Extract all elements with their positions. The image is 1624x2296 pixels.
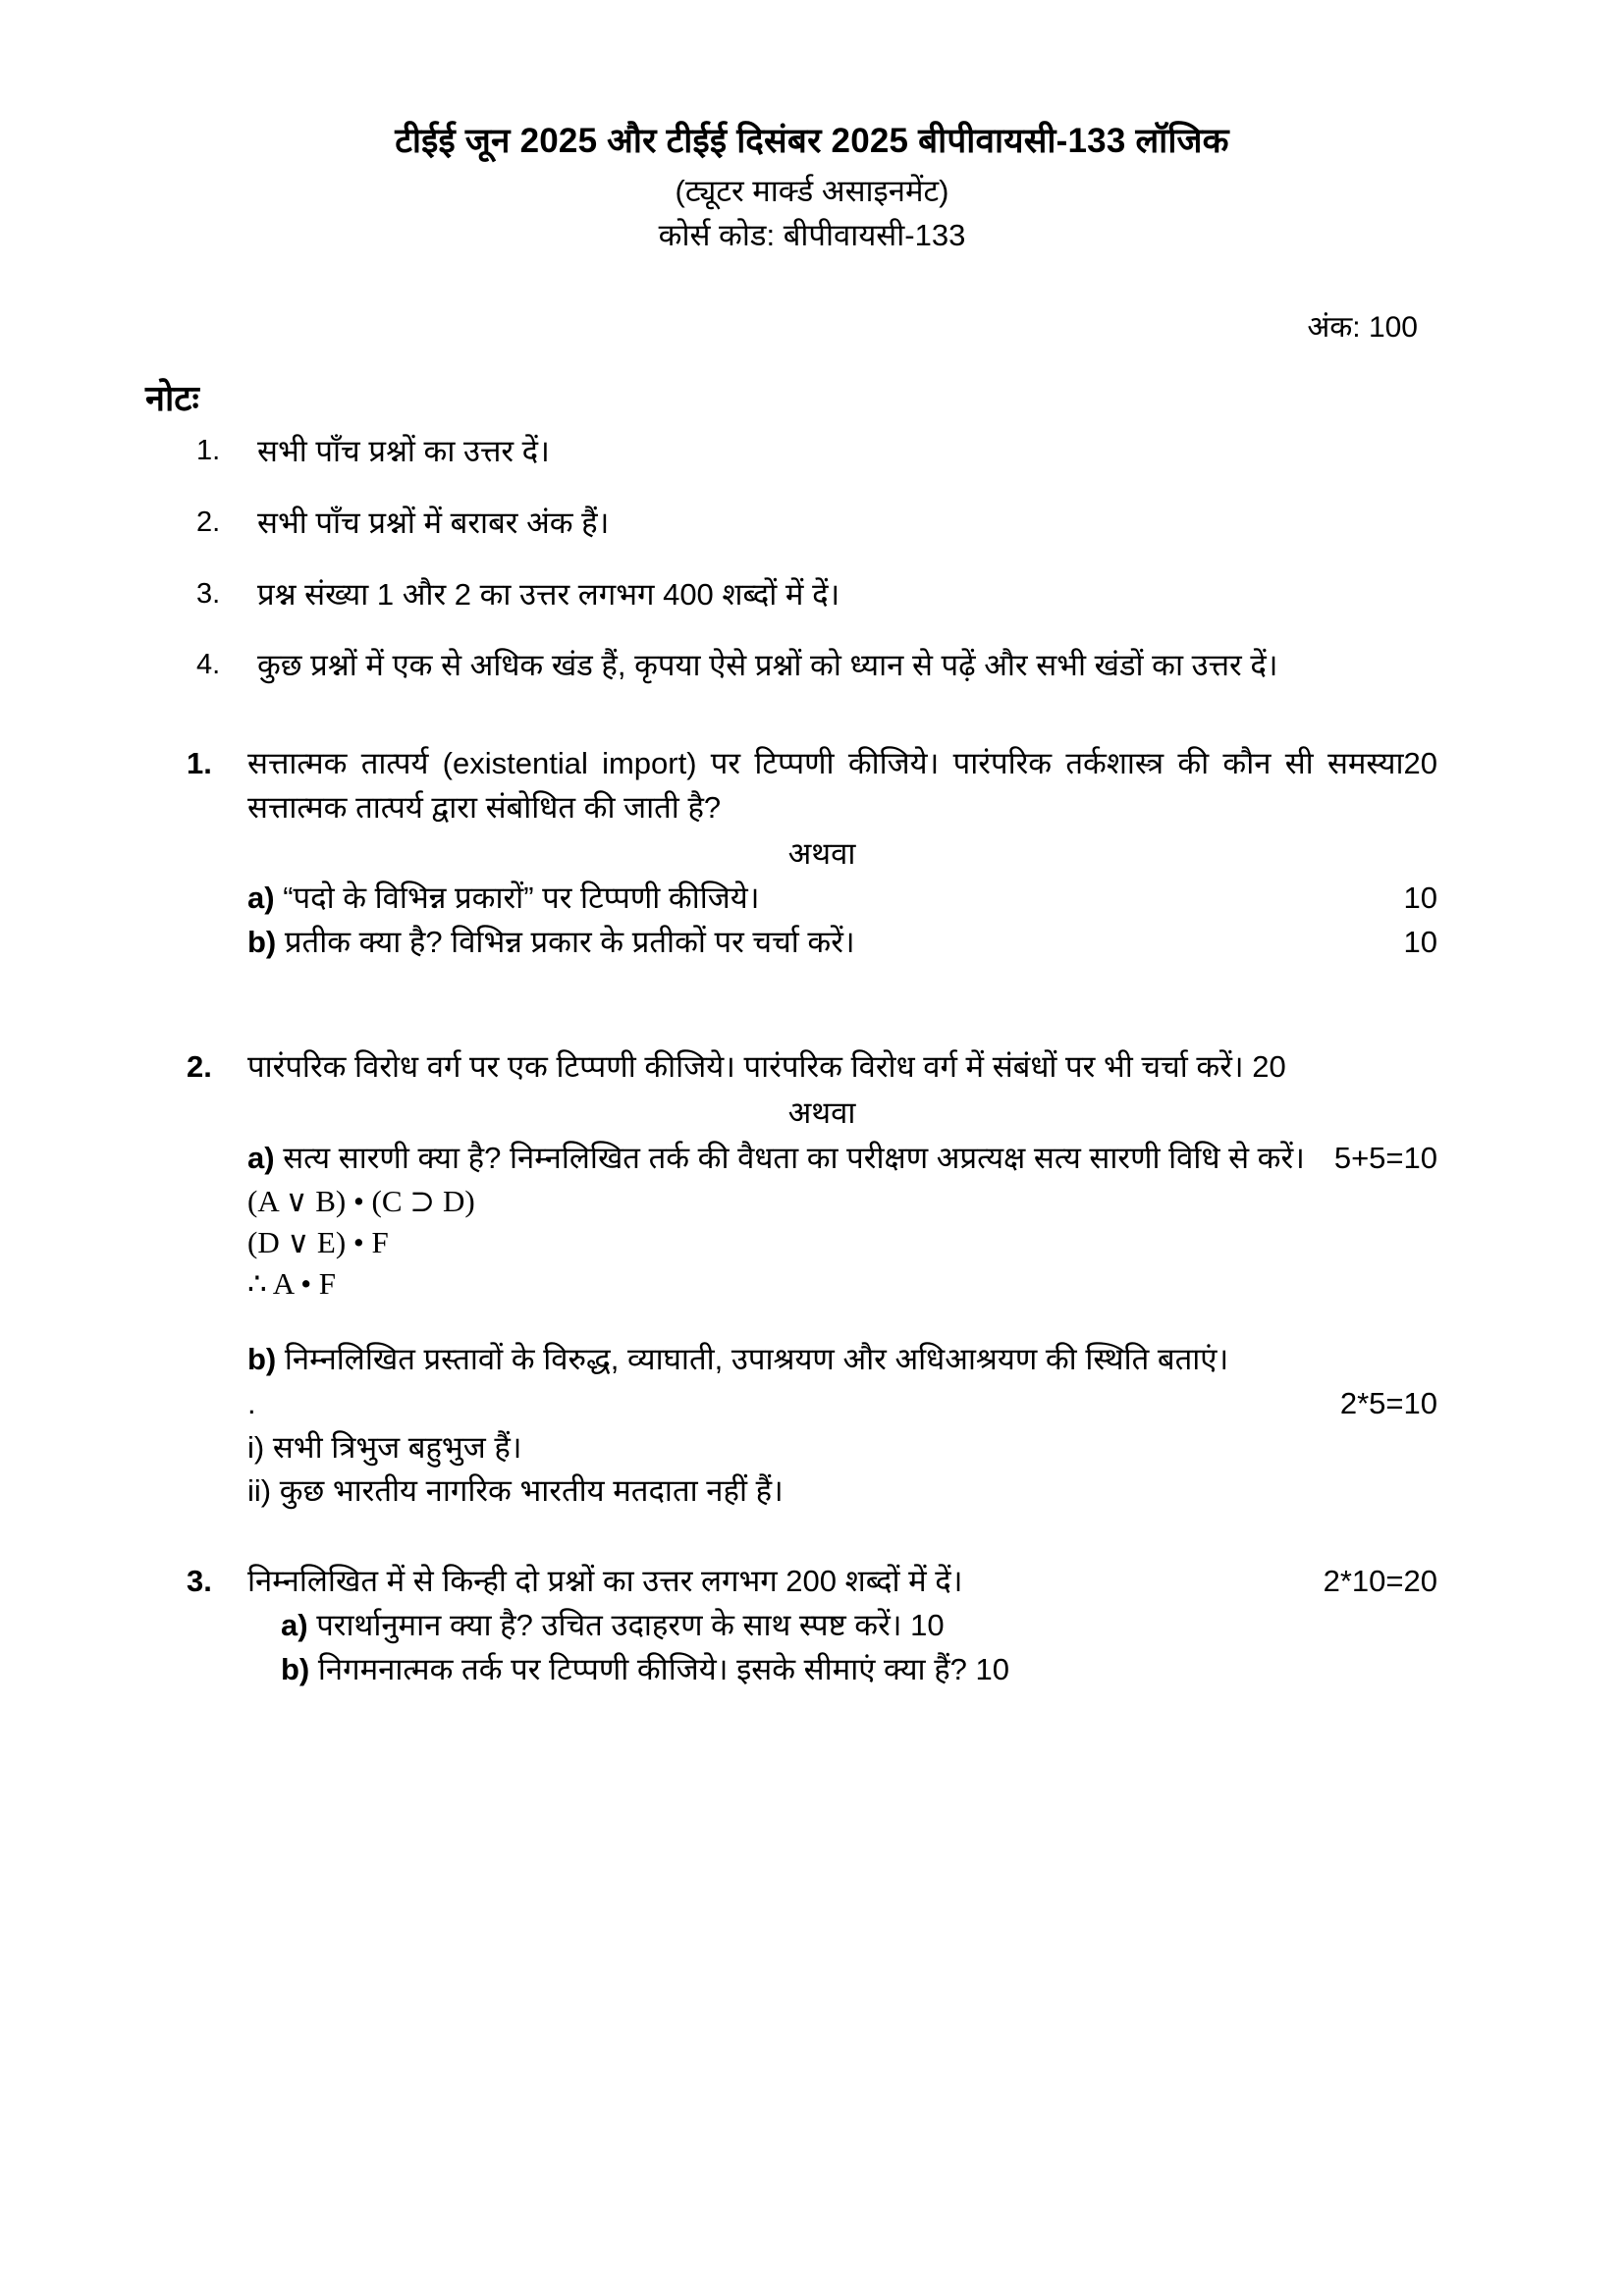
question-3-marks: 2*10=20 bbox=[1323, 1563, 1437, 1598]
question-1-number: 1. bbox=[187, 746, 212, 781]
question-2-text: पारंपरिक विरोध वर्ग पर एक टिप्पणी कीजिये। पारंपरिक विरोध वर्ग में संबंधों पर भी चर्चा करें। 20 bbox=[247, 1049, 1286, 1085]
list-item bbox=[187, 503, 1437, 545]
section-spacer bbox=[187, 1542, 1437, 1560]
question-1-or-label: अथवा bbox=[787, 836, 856, 872]
question-1-part-b-marks: 10 bbox=[1403, 925, 1437, 960]
question-2-part-b-label: b) bbox=[247, 1342, 277, 1377]
logic-formula-line-3: ∴ A • F bbox=[247, 1265, 337, 1301]
question-3-part-a bbox=[187, 1604, 1437, 1648]
question-3-text: 2*10=20 निम्नलिखित में से किन्ही दो प्रश्नों का उत्तर लगभग 200 शब्दों में दें। bbox=[247, 1560, 1437, 1604]
question-1-part-a-marks: 10 bbox=[1403, 881, 1437, 916]
list-item bbox=[187, 431, 1437, 473]
course-code-line: कोर्स कोड: बीपीवायसी-133 bbox=[658, 218, 966, 253]
list-item-label: प्रश्न संख्या 1 और 2 का उत्तर लगभग 400 शब्दों में दें। bbox=[257, 576, 840, 612]
question-3-body bbox=[187, 1560, 1437, 1604]
list-item-marker: 1. bbox=[196, 435, 221, 467]
question-2-part-a bbox=[187, 1137, 1437, 1181]
question-2-part-b bbox=[187, 1338, 1437, 1382]
list-item-marker: 4. bbox=[196, 649, 221, 681]
question-1 bbox=[187, 742, 1437, 965]
question-1-part-a-text: “पदो के विभिन्न प्रकारों” पर टिप्पणी कीजिये। bbox=[283, 881, 760, 916]
list-item-marker: 2. bbox=[196, 506, 221, 538]
question-2-part-a-label: a) bbox=[247, 1140, 275, 1175]
question-1-part-a-label: a) bbox=[247, 881, 275, 916]
question-3-part-b-label: b) bbox=[281, 1651, 310, 1686]
question-1-marks: 20 bbox=[1403, 746, 1437, 781]
question-2-part-b-item-ii: ii) कुछ भारतीय नागरिक भारतीय मतदाता नहीं हैं। bbox=[247, 1472, 784, 1508]
question-2-part-b-item-i: i) सभी त्रिभुज बहुभुज हैं। bbox=[247, 1429, 522, 1465]
questions-section bbox=[187, 742, 1437, 1692]
question-3-part-b-text: निगमनात्मक तर्क पर टिप्पणी कीजिये। इसके सीमाएं क्या हैं? 10 bbox=[317, 1651, 1009, 1686]
formula-spacer bbox=[187, 1305, 1437, 1338]
question-2-marks: 20 bbox=[1252, 1049, 1286, 1085]
logic-formula-line-2: (D ∨ E) • F bbox=[247, 1224, 389, 1259]
question-1-text: 20 सत्तात्मक तात्पर्य (existential import) पर टिप्पणी कीजिये। पारंपरिक तर्कशास्त्र की कौन सी समस्या सत्तात्मक तात्पर्य द्वारा संबोधित की जाती है? bbox=[247, 742, 1437, 830]
list-item-label: सभी पाँच प्रश्नों में बराबर अंक हैं। bbox=[257, 505, 610, 540]
question-2-part-b-marks-row bbox=[187, 1382, 1437, 1426]
question-1-part-b-label: b) bbox=[247, 925, 277, 960]
question-3-number: 3. bbox=[187, 1563, 212, 1598]
list-item bbox=[187, 645, 1437, 687]
question-3-part-a-text: परार्थानुमान क्या है? उचित उदाहरण के साथ स्पष्ट करें। 10 bbox=[316, 1607, 945, 1642]
question-2-part-b-text: निम्नलिखित प्रस्तावों के विरुद्ध, व्याघाती, उपाश्रयण और अधिआश्रयण की स्थिति बताएं। bbox=[284, 1342, 1229, 1377]
question-2-part-b-marks: 2*5=10 bbox=[1339, 1386, 1437, 1420]
question-3 bbox=[187, 1560, 1437, 1692]
stray-dot: . bbox=[247, 1386, 256, 1420]
section-spacer bbox=[187, 994, 1437, 1045]
page-title: टीईई जून 2025 और टीईई दिसंबर 2025 बीपीवायसी-133 लॉजिक bbox=[395, 122, 1229, 160]
list-item-label: कुछ प्रश्नों में एक से अधिक खंड हैं, कृपया ऐसे प्रश्नों को ध्यान से पढ़ें और सभी खंडों का उत्तर दें। bbox=[257, 648, 1278, 683]
question-3-part-b bbox=[187, 1648, 1437, 1692]
question-3-part-a-label: a) bbox=[281, 1607, 308, 1642]
question-1-part-b-text: प्रतीक क्या है? विभिन्न प्रकार के प्रतीकों पर चर्चा करें। bbox=[284, 925, 855, 960]
assignment-type-subtitle: (ट्यूटर मार्क्ड असाइनमेंट) bbox=[675, 174, 949, 209]
question-1-part-b bbox=[187, 921, 1437, 965]
question-2-or-label: अथवा bbox=[787, 1095, 856, 1131]
list-item bbox=[187, 574, 1437, 616]
list-item-label: सभी पाँच प्रश्नों का उत्तर दें। bbox=[257, 434, 550, 469]
question-2 bbox=[187, 1045, 1437, 1513]
question-1-part-a bbox=[187, 877, 1437, 921]
list-item-marker: 3. bbox=[196, 577, 221, 610]
total-marks: अंक: 100 bbox=[1307, 311, 1418, 345]
question-2-part-a-text: सत्य सारणी क्या है? निम्नलिखित तर्क की वैधता का परीक्षण अप्रत्यक्ष सत्य सारणी विधि से करें। bbox=[283, 1140, 1305, 1175]
question-2-number: 2. bbox=[187, 1049, 212, 1085]
question-1-body bbox=[187, 742, 1437, 830]
note-heading: नोटः bbox=[145, 378, 199, 419]
logic-formula-line-1: (A ∨ B) • (C ⊃ D) bbox=[247, 1183, 475, 1218]
note-list bbox=[187, 431, 1437, 687]
question-2-body bbox=[187, 1045, 1437, 1090]
question-2-part-a-marks: 5+5=10 bbox=[1333, 1140, 1437, 1175]
